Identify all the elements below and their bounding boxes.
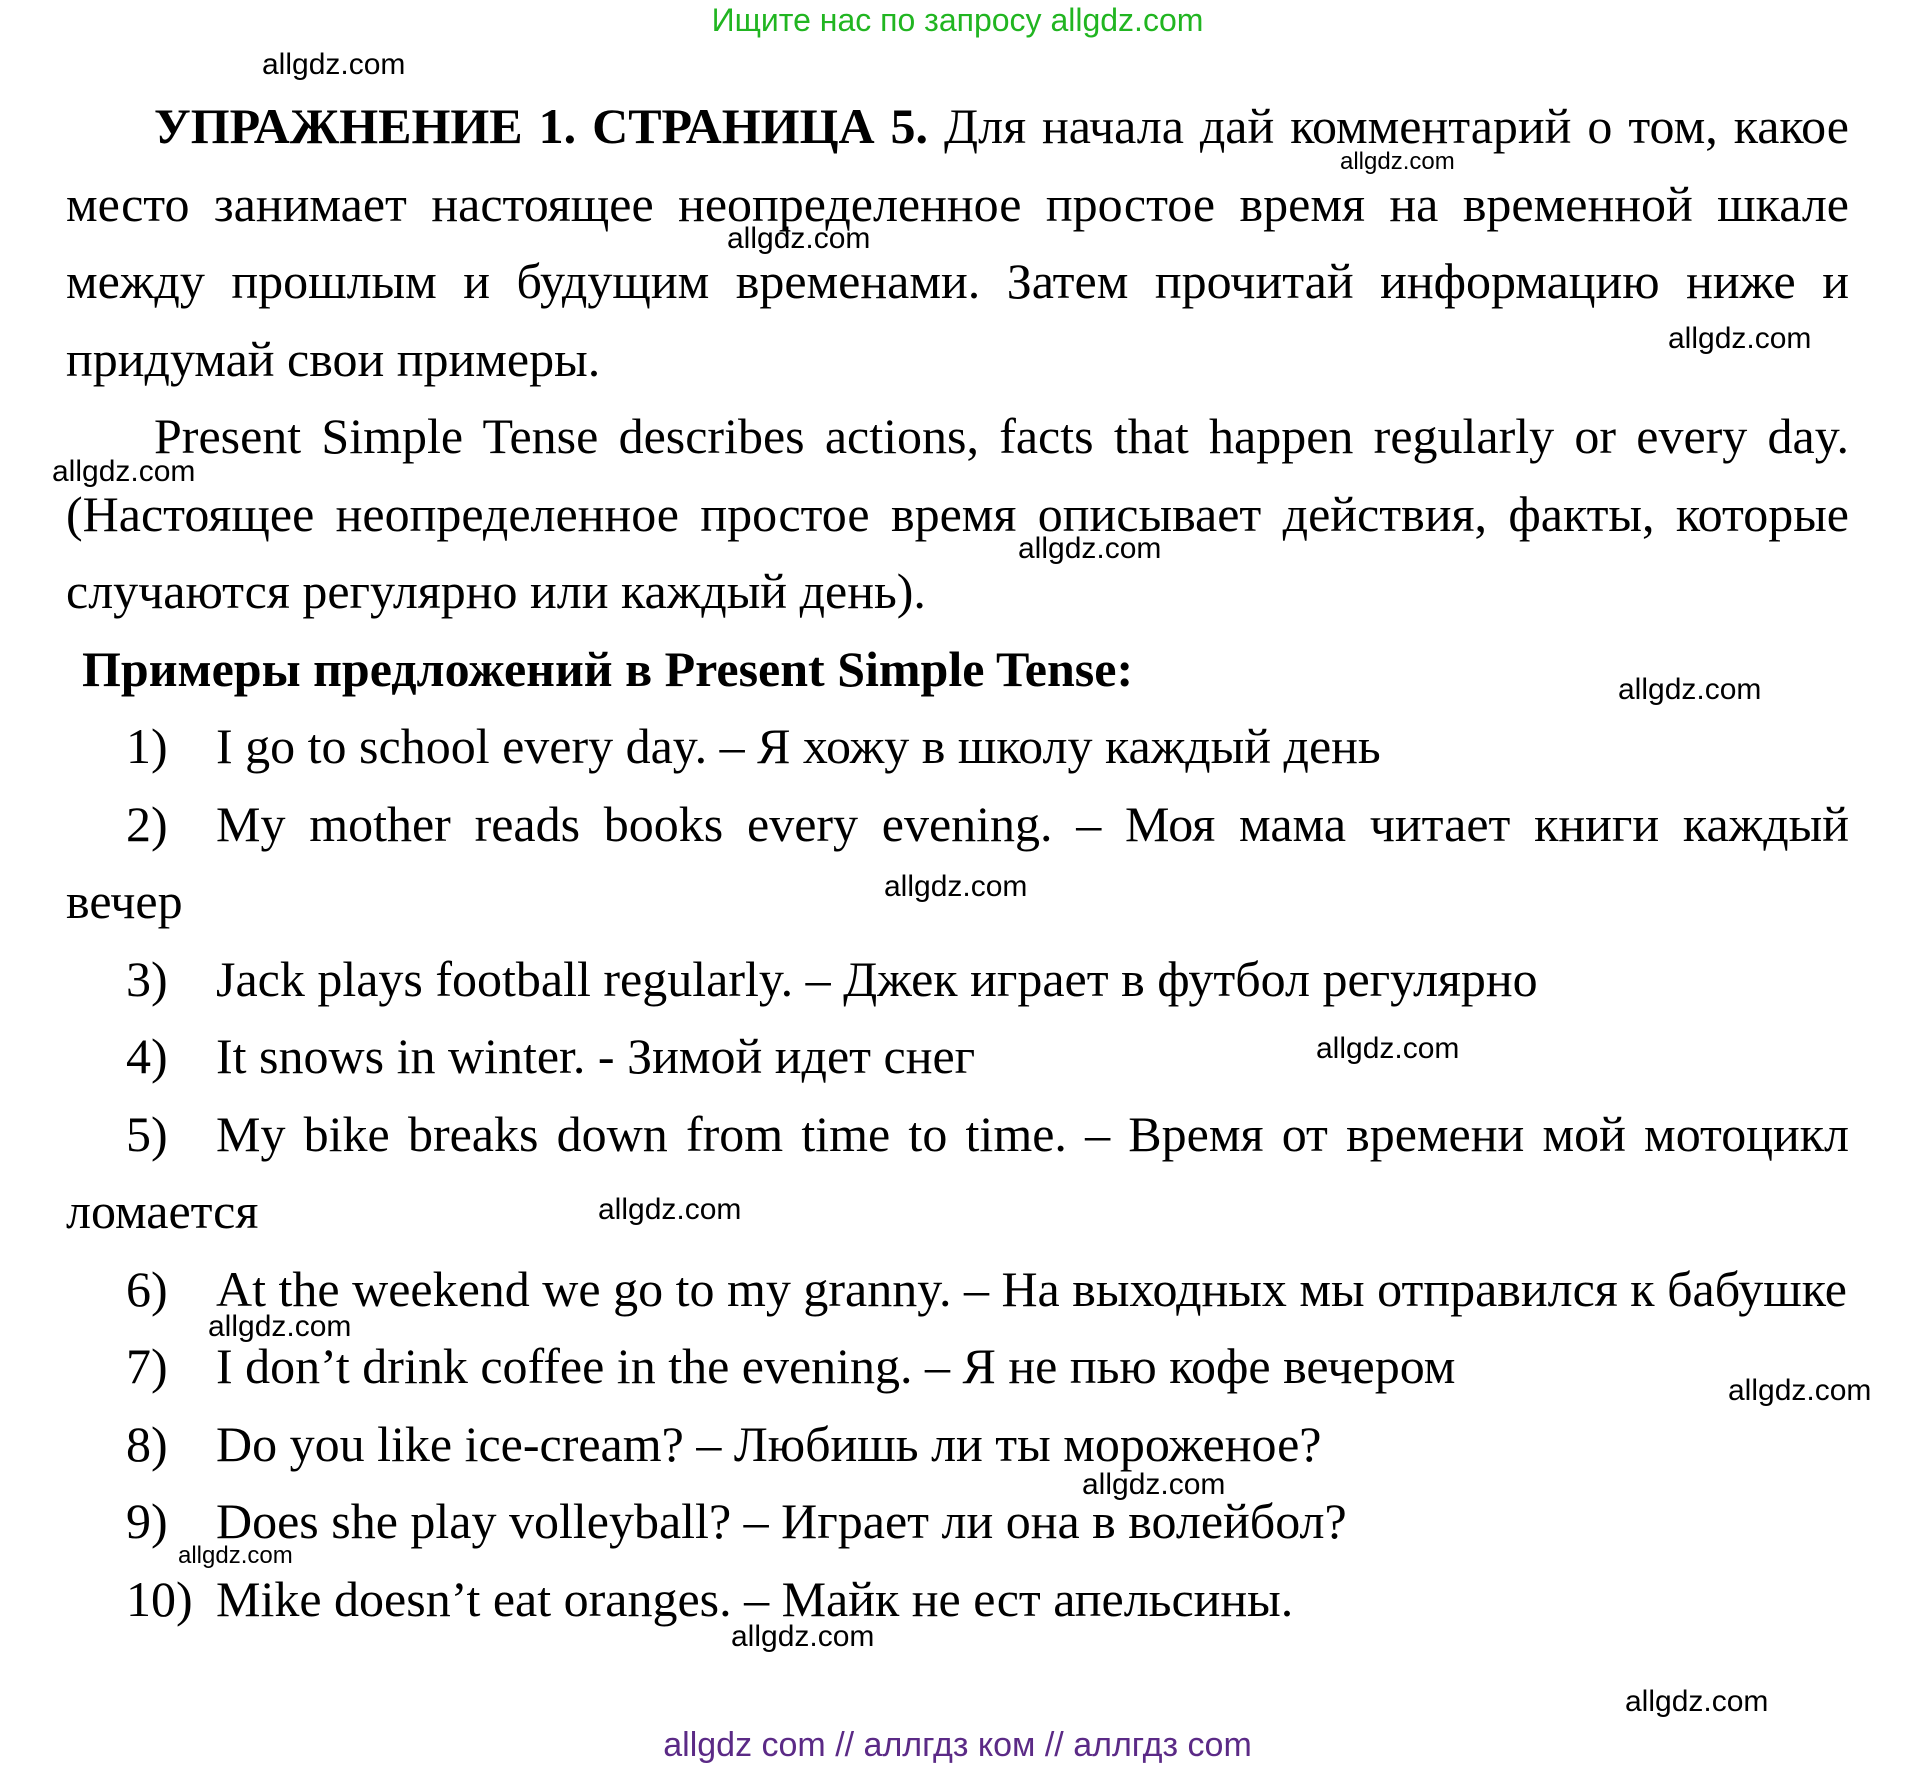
example-text: At the weekend we go to my granny. – На выходных мы отправился к бабушке: [216, 1260, 1847, 1317]
watermark: allgdz.com: [1618, 673, 1762, 706]
example-item: [66, 1018, 1849, 1096]
example-number: 7): [126, 1338, 168, 1394]
document-body: [66, 88, 1849, 1638]
example-item: [66, 786, 1849, 941]
task-paragraph: [66, 88, 1849, 398]
site-banner: Ищите нас по запросу allgdz.com: [711, 2, 1204, 38]
watermark: allgdz.com: [1316, 1032, 1460, 1065]
example-item: [66, 1561, 1849, 1639]
watermark: allgdz.com: [178, 1542, 293, 1569]
watermark: allgdz.com: [1018, 532, 1162, 565]
example-text: I don’t drink coffee in the evening. – Я не пью кофе вечером: [216, 1338, 1456, 1394]
example-item: [66, 1096, 1849, 1251]
rule-paragraph: Present Simple Tense describes actions, facts that happen regularly or every day. (Настоящее неопределенное простое время описывает действия, факты, которые случаются регулярно или каждый день).: [66, 408, 1849, 619]
example-item: [66, 708, 1849, 786]
example-item: [66, 1483, 1849, 1561]
watermark: allgdz.com: [727, 222, 871, 255]
examples-heading: Примеры предложений в Present Simple Tense:: [82, 640, 1134, 697]
example-text: Jack plays football regularly. – Джек играет в футбол регулярно: [216, 950, 1538, 1007]
example-number: 6): [126, 1260, 168, 1317]
example-item: [66, 941, 1849, 1019]
example-text: Mike doesn’t eat oranges. – Майк не ест апельсины.: [216, 1570, 1294, 1627]
watermark: allgdz.com: [884, 870, 1028, 903]
example-text: Does she play volleyball? – Играет ли она в волейбол?: [216, 1493, 1347, 1549]
example-text: It snows in winter. - Зимой идет снег: [216, 1028, 976, 1084]
example-text: My mother reads books every evening. – Моя мама читает книги каждый вечер: [66, 795, 1849, 929]
task-label: УПРАЖНЕНИЕ 1. СТРАНИЦА 5.: [154, 98, 929, 154]
watermark: allgdz.com: [1728, 1374, 1872, 1407]
watermark: allgdz.com: [1625, 1685, 1769, 1718]
task-text: Для начала дай комментарий о том, какое место занимает настоящее неопределенное простое время на временной шкале между прошлым и будущим временами. Затем прочитай информацию ниже и придумай свои примеры.: [66, 98, 1849, 387]
footer-links: allgdz com // аллгдз ком // аллгдз com: [663, 1726, 1252, 1764]
example-number: 5): [126, 1105, 168, 1162]
watermark: allgdz.com: [1082, 1468, 1226, 1501]
example-number: 2): [126, 795, 168, 852]
watermark: allgdz.com: [262, 48, 406, 81]
watermark: allgdz.com: [598, 1193, 742, 1226]
example-text: Do you like ice-cream? – Любишь ли ты мороженое?: [216, 1415, 1322, 1472]
example-item: [66, 1406, 1849, 1484]
example-number: 3): [126, 950, 168, 1007]
example-number: 4): [126, 1028, 168, 1084]
example-number: 1): [126, 718, 168, 774]
watermark: allgdz.com: [731, 1620, 875, 1653]
examples-list: [66, 708, 1849, 1638]
example-number: 8): [126, 1415, 168, 1472]
watermark: allgdz.com: [1668, 322, 1812, 355]
watermark: allgdz.com: [208, 1310, 352, 1343]
example-number: 9): [126, 1493, 168, 1549]
example-text: I go to school every day. – Я хожу в школу каждый день: [216, 718, 1381, 774]
example-number: 10): [126, 1570, 193, 1627]
watermark: allgdz.com: [1340, 148, 1455, 175]
example-text: My bike breaks down from time to time. – Время от времени мой мотоцикл ломается: [66, 1105, 1849, 1239]
watermark: allgdz.com: [52, 455, 196, 488]
